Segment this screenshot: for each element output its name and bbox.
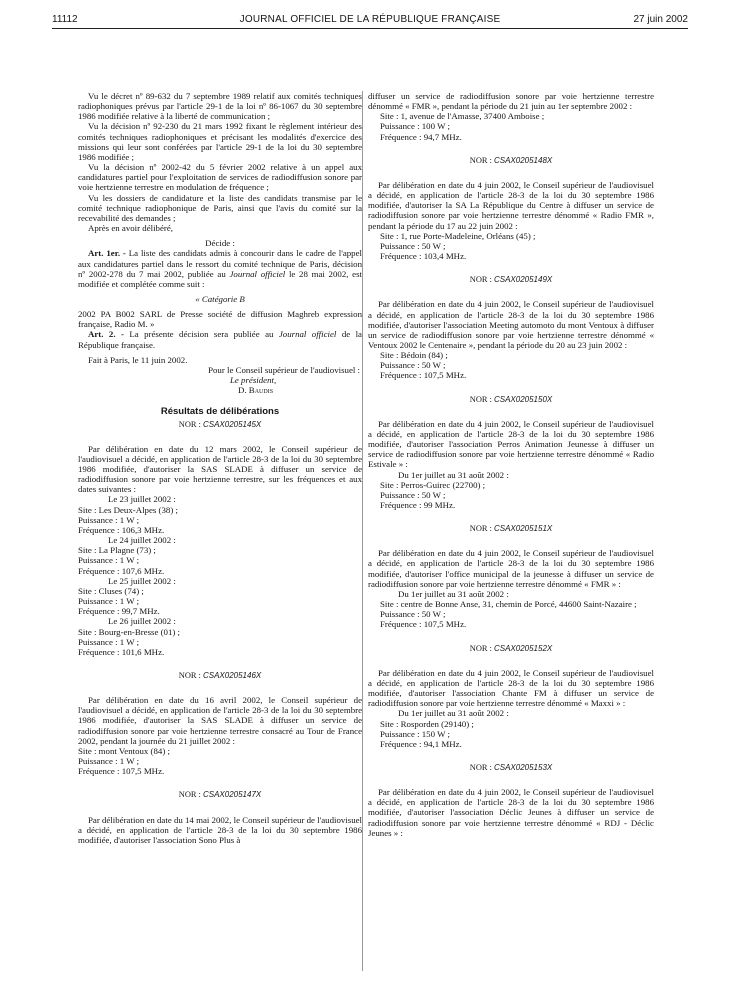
results-heading: Résultats de délibérations <box>160 406 280 418</box>
deliberation-paragraph: Par délibération en date du 4 juin 2002, le Conseil supérieur de l'audiovisuel a décidé, en application de l'article 28-3 de la loi du 30 septembre 1986 modifiée, d'autoriser l'association Déclic Jeunes à diffuser un service de radiodiffusion sonore par voie hertzienne terrestre dénommé « RDJ - Déclic Jeunes » : <box>368 787 654 838</box>
signature-for: Pour le Conseil supérieur de l'audiovisuel : <box>208 364 360 375</box>
deliberation-paragraph: Par délibération en date du 4 juin 2002, le Conseil supérieur de l'audiovisuel a décidé, en application de l'article 28-3 de la loi du 30 septembre 1986 modifiée, d'autoriser l'office municipal de la jeunesse à diffuser un service de radiodiffusion sonore par voie hertzienne terrestre dénommé « FMR » : <box>368 548 654 589</box>
nor-reference: NOR : CSAX0205146X <box>178 670 262 680</box>
deliberation-paragraph: Par délibération en date du 4 juin 2002, le Conseil supérieur de l'audiovisuel a décidé, en application de l'article 28-3 de la loi du 30 septembre 1986 modifiée, d'autoriser la SA La République du Centre à diffuser un service de radiodiffusion sonore par voie hertzienne terrestre dénommé « Radio FMR », pendant la période du 17 au 22 juin 2002 : <box>368 179 654 231</box>
deliberation-paragraph: Par délibération en date du 4 juin 2002, le Conseil supérieur de l'audiovisuel a décidé, en application de l'article 28-3 de la loi du 30 septembre 1986 modifiée, d'autoriser l'association Chante FM à diffuser un service de radiodiffusion sonore par voie hertzienne terrestre dénommé « Maxxi » : <box>368 667 654 709</box>
candidate-entry: 2002 PA B002 SARL de Presse société de diffusion Maghreb expression française, Radio M. » <box>78 309 362 330</box>
nor-reference: NOR : CSAX0205147X <box>178 790 262 800</box>
journal-title: JOURNAL OFFICIEL DE LA RÉPUBLIQUE FRANÇAISE <box>239 14 501 25</box>
signature-name: D. Baudis <box>238 385 274 396</box>
schedule-entry: Le 24 juillet 2002 : Site : La Plagne (73) ; Puissance : 1 W ; Fréquence : 107,6 MHz. <box>78 535 176 576</box>
deliberation-paragraph: Par délibération en date du 14 mai 2002, le Conseil supérieur de l'audiovisuel a décidé, en application de l'article 28-3 de la loi du 30 septembre 1986 modifiée, d'autoriser l'association Sono Plus à <box>78 814 362 845</box>
power-line: Puissance : 150 W ; <box>380 728 450 739</box>
frequency-line: Fréquence : 107,5 MHz. <box>78 766 165 777</box>
article-1-text: La liste des candidats admis à concourir dans le cadre de l'appel aux candidatures partiel dans le ressort du comité technique de Paris, décision nº 2002-278 du 7 mai 2002, publiée au <box>78 248 362 279</box>
power-line: Puissance : 50 W ; <box>380 489 446 500</box>
frequency-line: Fréquence : 94,7 MHz. <box>380 131 462 142</box>
article-2-end: de la République française. <box>78 329 362 350</box>
continued-paragraph: diffuser un service de radiodiffusion sonore par voie hertzienne terrestre dénommé « FMR », pendant la période du 21 juin au 1er septembre 2002 : <box>368 91 654 112</box>
article-1-end: le 28 mai 2002, est modifiée et complétée comme suit : <box>78 268 362 289</box>
visa-paragraph: Vu la décision nº 2002-42 du 5 février 2002 relative à un appel aux candidatures partiel pour l'exploitation de services de radiodiffusion sonore par voie hertzienne terrestre en modulation de fréquence ; <box>78 162 362 193</box>
site-line: Site : centre de Bonne Anse, 31, chemin de Porcé, 44600 Saint-Nazaire ; <box>380 599 637 610</box>
left-column <box>78 91 362 845</box>
visa-paragraph: Vu les dossiers de candidature et la liste des candidats transmise par le comité technique radiophonique de Paris, ainsi que l'avis du comité sur la recevabilité des demandes ; <box>78 192 362 223</box>
nor-reference: NOR : CSAX0205151X <box>469 524 553 534</box>
page-number: 11112 <box>52 14 78 25</box>
power-line: Puissance : 50 W ; <box>380 360 446 371</box>
deliberation-paragraph: Par délibération en date du 4 juin 2002, le Conseil supérieur de l'audiovisuel a décidé, en application de l'article 28-3 de la loi du 30 septembre 1986 modifiée, d'autoriser l'association Meeting automoto du mont Ventoux à diffuser un service de radiodiffusion sonore par voie hertzienne terrestre dénommé « Ventoux 2002 le Centenaire », pendant la période du 20 au 23 juin 2002 : <box>368 299 654 350</box>
article-2-label: Art. 2. - <box>88 329 124 340</box>
journal-officiel-ref: Journal officiel <box>278 329 337 340</box>
frequency-line: Fréquence : 107,5 MHz. <box>380 370 467 381</box>
deliberation-paragraph: Par délibération en date du 4 juin 2002, le Conseil supérieur de l'audiovisuel a décidé, en application de l'article 28-3 de la loi du 30 septembre 1986 modifiée, d'autoriser l'association Perros Animation Jeunesse à diffuser un service de radiodiffusion sonore par voie hertzienne terrestre dénommé « Radio Estivale » : <box>368 418 654 470</box>
frequency-line: Fréquence : 94,1 MHz. <box>380 738 462 749</box>
frequency-line: Fréquence : 107,5 MHz. <box>380 619 467 630</box>
page-header <box>52 14 688 29</box>
article-1-label: Art. 1er. - <box>88 248 126 259</box>
period-line: Du 1er juillet au 31 août 2002 : <box>398 708 509 719</box>
visa-paragraph: Après en avoir délibéré, <box>88 223 173 234</box>
nor-reference: NOR : CSAX0205148X <box>469 155 553 165</box>
power-line: Puissance : 100 W ; <box>380 121 450 132</box>
site-line: Site : Perros-Guirec (22700) ; <box>380 479 486 490</box>
site-line: Site : Bédoin (84) ; <box>380 350 448 361</box>
period-line: Du 1er juillet au 31 août 2002 : <box>398 469 509 480</box>
schedule-entry: Le 25 juillet 2002 : Site : Cluses (74) ; Puissance : 1 W ; Fréquence : 99,7 MHz. <box>78 575 176 617</box>
article-1 <box>78 248 362 289</box>
visa-paragraph: Vu la décision nº 92-230 du 21 mars 1992 fixant le règlement intérieur des comités techniques radiophoniques et précisant les modalités d'exercice des missions qui leur sont conférées par l'article 29-1 de la loi du 30 septembre 1986 modifiée ; <box>78 121 362 162</box>
period-line: Du 1er juillet au 31 août 2002 : <box>398 588 509 599</box>
nor-reference: NOR : CSAX0205152X <box>469 643 553 653</box>
nor-reference: NOR : CSAX0205153X <box>469 762 553 772</box>
right-column <box>368 91 654 838</box>
site-line: Site : mont Ventoux (84) ; <box>78 745 170 756</box>
power-line: Puissance : 1 W ; <box>78 756 140 767</box>
issue-date: 27 juin 2002 <box>633 14 688 25</box>
journal-officiel-ref: Journal officiel <box>229 268 286 279</box>
signature-place-date: Fait à Paris, le 11 juin 2002. <box>88 354 188 365</box>
power-line: Puissance : 50 W ; <box>380 240 446 251</box>
deliberation-paragraph: Par délibération en date du 12 mars 2002, le Conseil supérieur de l'audiovisuel a décidé, en application de l'article 28-3 de la loi du 30 septembre 1986 modifiée, d'autoriser la SAS SLADE à diffuser un service de radiodiffusion sonore par voie hertzienne terrestre, sur les fréquences et aux dates suivantes : <box>78 443 362 495</box>
frequency-line: Fréquence : 103,4 MHz. <box>380 251 467 262</box>
site-line: Site : 1, rue Porte-Madeleine, Orléans (45) ; <box>380 230 536 241</box>
schedule-entry: Le 26 juillet 2002 : Site : Bourg-en-Bresse (01) ; Puissance : 1 W ; Fréquence : 101,6 MHz. <box>78 616 181 657</box>
nor-reference: NOR : CSAX0205150X <box>469 394 553 404</box>
deliberation-paragraph: Par délibération en date du 16 avril 2002, le Conseil supérieur de l'audiovisuel a décidé, en application de l'article 28-3 de la loi du 30 septembre 1986 modifiée, d'autoriser la SAS SLADE à diffuser un service de radiodiffusion sonore par voie hertzienne terrestre consacré au Tour de France 2002, pendant la journée du 21 juillet 2002 : <box>78 695 362 746</box>
article-2 <box>78 329 362 349</box>
schedule-entry: Le 23 juillet 2002 : Site : Les Deux-Alpes (38) ; Puissance : 1 W ; Fréquence : 106,3 MHz. <box>78 494 178 535</box>
frequency-line: Fréquence : 99 MHz. <box>380 500 456 510</box>
decide-heading: Décide : <box>205 238 235 249</box>
nor-reference: NOR : CSAX0205149X <box>469 275 553 285</box>
site-line: Site : Rosporden (29140) ; <box>380 718 474 729</box>
category-label: « Catégorie B <box>195 293 245 304</box>
power-line: Puissance : 50 W ; <box>380 609 446 620</box>
site-line: Site : 1, avenue de l'Amasse, 37400 Amboise ; <box>380 111 545 122</box>
signature-title: Le président, <box>230 375 277 386</box>
column-divider <box>362 91 363 971</box>
nor-reference: NOR : CSAX0205145X <box>178 419 262 429</box>
visa-paragraph: Vu le décret nº 89-632 du 7 septembre 1989 relatif aux comités techniques radiophoniques prévus par l'article 29-1 de la loi nº 86-1067 du 30 septembre 1986 modifiée relative à la liberté de communication ; <box>78 91 362 122</box>
article-2-text: La présente décision sera publiée au <box>129 329 274 340</box>
